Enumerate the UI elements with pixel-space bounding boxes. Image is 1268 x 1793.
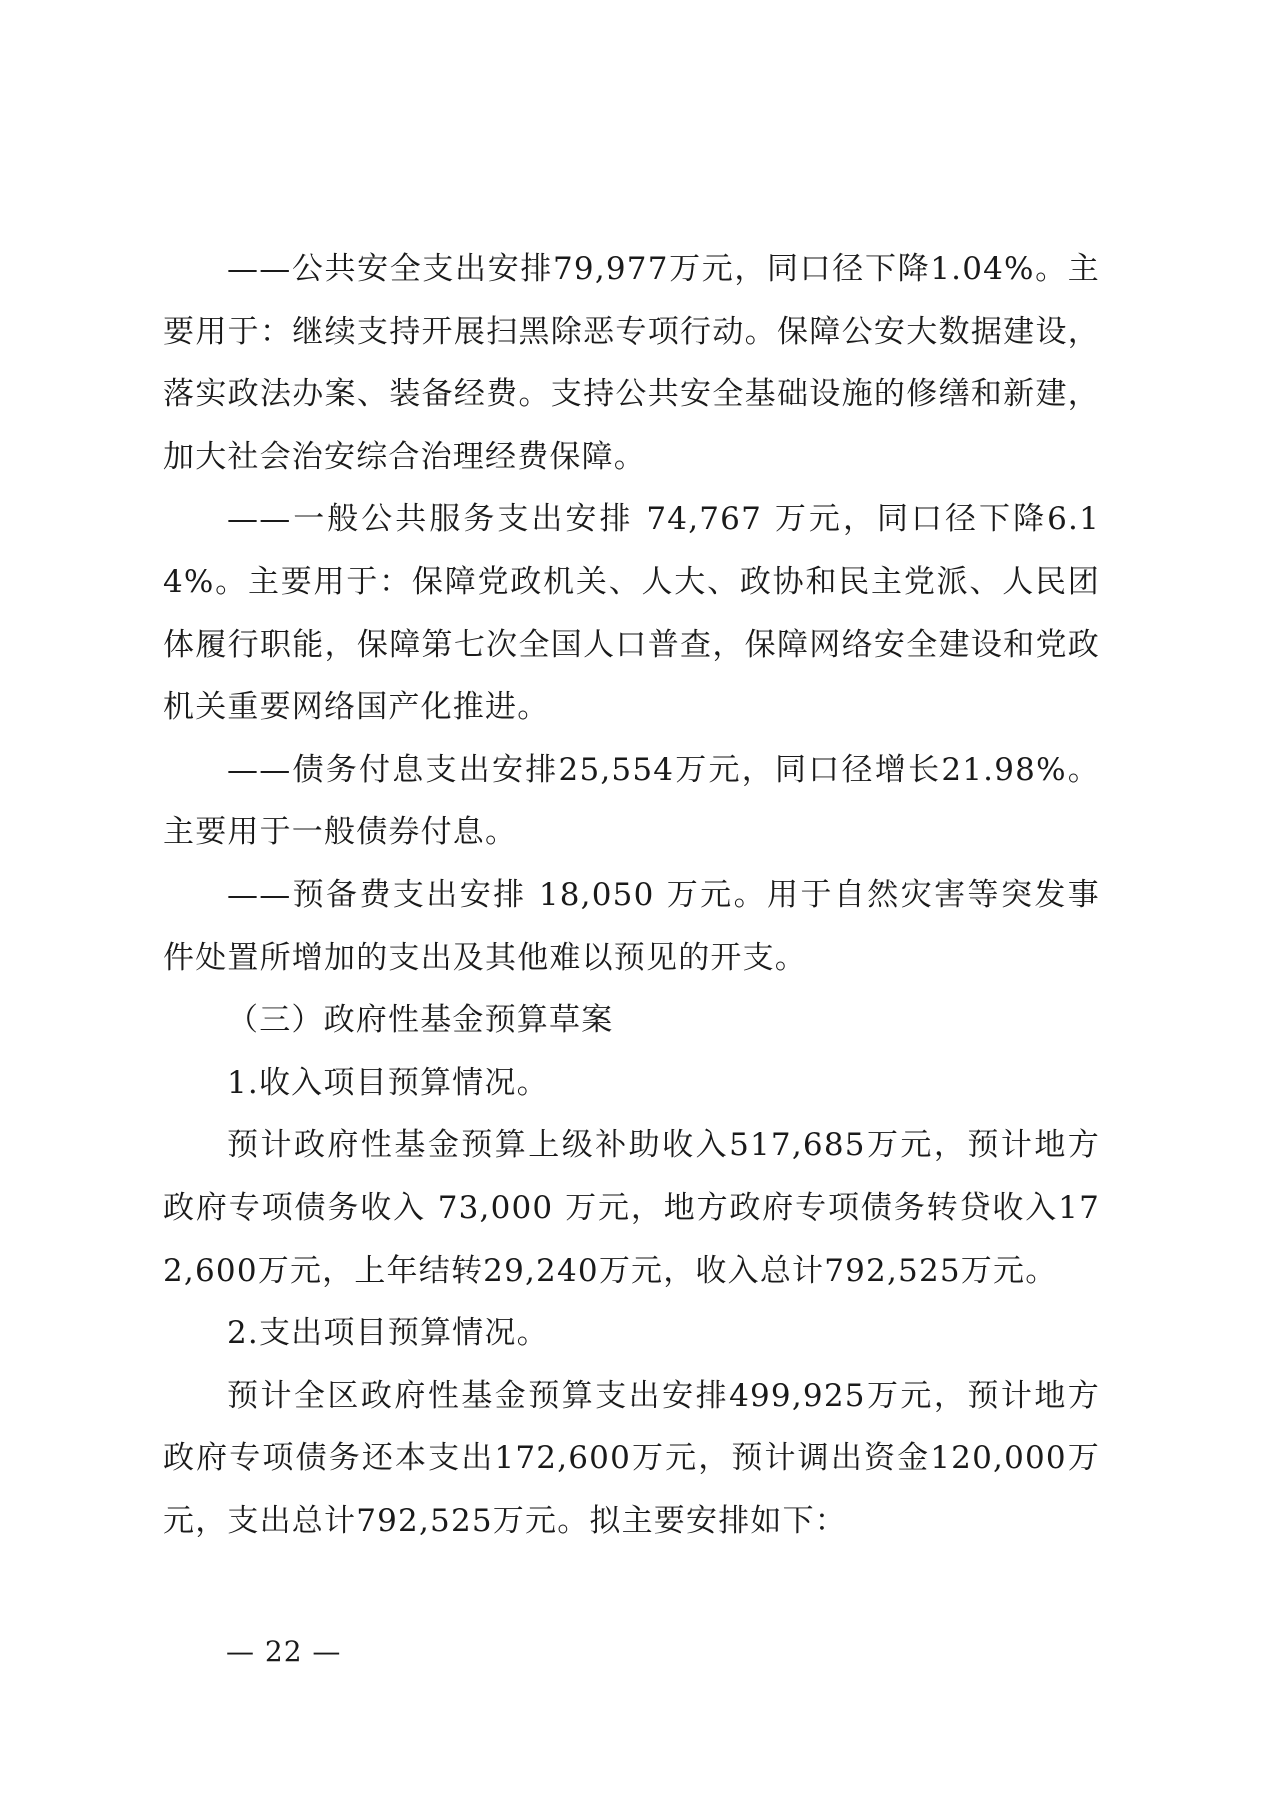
paragraph-general-public-services: ——一般公共服务支出安排 74,767 万元，同口径下降6.14%。主要用于：保障党政机关、人大、政协和民主党派、人民团体履行职能，保障第七次全国人口普查，保障网络安全建设和党政机关重要网络国产化推进。 [163,501,1100,726]
page-number: — 22 — [226,1635,342,1668]
section-heading: （三）政府性基金预算草案 [227,1002,614,1039]
paragraph-expense: 预计全区政府性基金预算支出安排499,925万元，预计地方政府专项债务还本支出172,600万元，预计调出资金120,000万元，支出总计792,525万元。拟主要安排如下： [163,1377,1100,1539]
paragraph-income: 预计政府性基金预算上级补助收入517,685万元，预计地方政府专项债务收入 73,000 万元，地方政府专项债务转贷收入172,600万元，上年结转29,240万元，收入总计792,525万元。 [163,1127,1100,1289]
paragraph-debt-interest: ——债务付息支出安排25,554万元，同口径增长21.98%。主要用于一般债券付息。 [163,751,1100,851]
subheading-income: 1.收入项目预算情况。 [227,1064,549,1101]
document-body [163,238,1100,1552]
subheading-expense: 2.支出项目预算情况。 [227,1315,549,1352]
paragraph-reserve-fund: ——预备费支出安排 18,050 万元。用于自然灾害等突发事件处置所增加的支出及其他难以预见的开支。 [163,876,1100,976]
paragraph-public-security: ——公共安全支出安排79,977万元，同口径下降1.04%。主要用于：继续支持开展扫黑除恶专项行动。保障公安大数据建设，落实政法办案、装备经费。支持公共安全基础设施的修缮和新建，加大社会治安综合治理经费保障。 [163,251,1100,475]
